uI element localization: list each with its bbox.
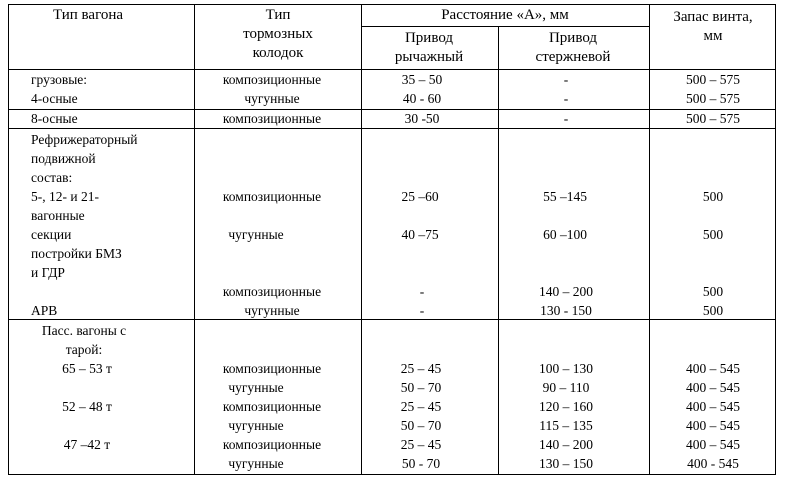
- table-cell: композиционные: [222, 72, 322, 87]
- table-cell: 140 – 200: [539, 437, 593, 452]
- table-cell: 50 – 70: [400, 380, 442, 395]
- arv-label: АРВ: [31, 303, 58, 318]
- refrigerator-label: подвижной: [31, 151, 96, 166]
- header-brake-1: Тип: [265, 7, 291, 23]
- eight-axle-label: 8-осные: [31, 111, 78, 126]
- table-cell: 115 – 135: [539, 418, 593, 433]
- table-cell: 400 – 545: [686, 399, 740, 414]
- table-cell: 400 – 545: [686, 418, 740, 433]
- weight-label: 47 –42 т: [63, 437, 111, 452]
- passenger-label: тарой:: [65, 342, 103, 357]
- table-cell: -: [563, 91, 569, 106]
- refrigerator-label: состав:: [31, 170, 73, 185]
- table-cell: 120 – 160: [539, 399, 593, 414]
- refrigerator-label: 5-, 12- и 21-: [31, 189, 99, 204]
- header-type: Тип вагона: [52, 7, 124, 23]
- table-cell: 500: [702, 227, 724, 242]
- refrigerator-label: секции: [31, 227, 72, 242]
- table-cell: 400 – 545: [686, 380, 740, 395]
- table-cell: композиционные: [222, 399, 322, 414]
- table-cell: 50 - 70: [401, 456, 441, 471]
- header-distance: Расстояние «А», мм: [441, 7, 569, 23]
- table-cell: 40 - 60: [402, 91, 442, 106]
- table-cell: композиционные: [222, 189, 322, 204]
- header-reserve-2: мм: [703, 28, 723, 44]
- col-line: [361, 4, 362, 475]
- refrigerator-label: постройки БМЗ: [31, 246, 122, 261]
- freight-label-2: 4-осные: [31, 91, 78, 106]
- col-line: [775, 4, 776, 475]
- table-border-bottom: [8, 474, 775, 475]
- header-lever-1: Привод: [404, 30, 454, 46]
- table-cell: 25 – 45: [400, 361, 442, 376]
- table-cell: -: [563, 72, 569, 87]
- table-cell: 25 – 45: [400, 437, 442, 452]
- table-cell: 40 –75: [401, 227, 439, 242]
- table-cell: 500: [702, 189, 724, 204]
- weight-label: 65 – 53 т: [62, 361, 112, 376]
- table-cell: 500 – 575: [686, 111, 740, 126]
- table-cell: 500 – 575: [686, 72, 740, 87]
- table-cell: 25 – 45: [400, 399, 442, 414]
- table-cell: чугунные: [244, 91, 300, 106]
- table-cell: 90 – 110: [542, 380, 590, 395]
- table-cell: композиционные: [222, 361, 322, 376]
- row-divider: [8, 109, 775, 110]
- table-cell: композиционные: [222, 437, 322, 452]
- table-cell: 400 – 545: [686, 361, 740, 376]
- table-cell: 130 - 150: [540, 303, 592, 318]
- table-cell: 500 – 575: [686, 91, 740, 106]
- table-cell: -: [419, 284, 425, 299]
- weight-label: 52 – 48 т: [62, 399, 112, 414]
- table-cell: 500: [702, 303, 724, 318]
- table-cell: 35 – 50: [401, 72, 443, 87]
- header-divider: [361, 26, 649, 27]
- table-cell: 400 – 545: [686, 437, 740, 452]
- refrigerator-label: вагонные: [31, 208, 85, 223]
- table-cell: 50 – 70: [400, 418, 442, 433]
- header-lever-2: рычажный: [394, 49, 464, 65]
- row-divider: [8, 128, 775, 129]
- col-line: [194, 4, 195, 475]
- table-cell: чугунные: [244, 303, 300, 318]
- table-cell: 500: [702, 284, 724, 299]
- col-line: [649, 4, 650, 475]
- table-cell: 140 – 200: [539, 284, 593, 299]
- header-brake-2: тормозных: [243, 26, 313, 42]
- table-cell: чугунные: [228, 456, 284, 471]
- table-cell: 100 – 130: [539, 361, 593, 376]
- col-line: [498, 26, 499, 475]
- table-border-top: [8, 4, 775, 5]
- header-rod-1: Привод: [548, 30, 598, 46]
- table-cell: композиционные: [222, 284, 322, 299]
- table-cell: 30 -50: [404, 111, 440, 126]
- table-cell: чугунные: [228, 227, 284, 242]
- table-cell: 25 –60: [401, 189, 439, 204]
- table-cell: чугунные: [228, 380, 284, 395]
- header-brake-3: колодок: [252, 45, 304, 61]
- passenger-label: Пасс. вагоны с: [41, 323, 127, 338]
- header-bottom-line: [8, 69, 775, 70]
- col-line: [8, 4, 9, 475]
- header-reserve-1: Запас винта,: [673, 9, 753, 25]
- table-cell: 60 –100: [543, 227, 587, 242]
- freight-label-1: грузовые:: [31, 72, 88, 87]
- table-cell: -: [563, 111, 569, 126]
- row-divider: [8, 319, 775, 320]
- table-cell: чугунные: [228, 418, 284, 433]
- refrigerator-label: Рефрижераторный: [31, 132, 138, 147]
- table-cell: -: [419, 303, 425, 318]
- table-cell: 55 –145: [543, 189, 587, 204]
- header-rod-2: стержневой: [535, 49, 611, 65]
- refrigerator-label: и ГДР: [31, 265, 65, 280]
- table-cell: 130 – 150: [539, 456, 593, 471]
- table-cell: композиционные: [222, 111, 322, 126]
- table-cell: 400 - 545: [687, 456, 739, 471]
